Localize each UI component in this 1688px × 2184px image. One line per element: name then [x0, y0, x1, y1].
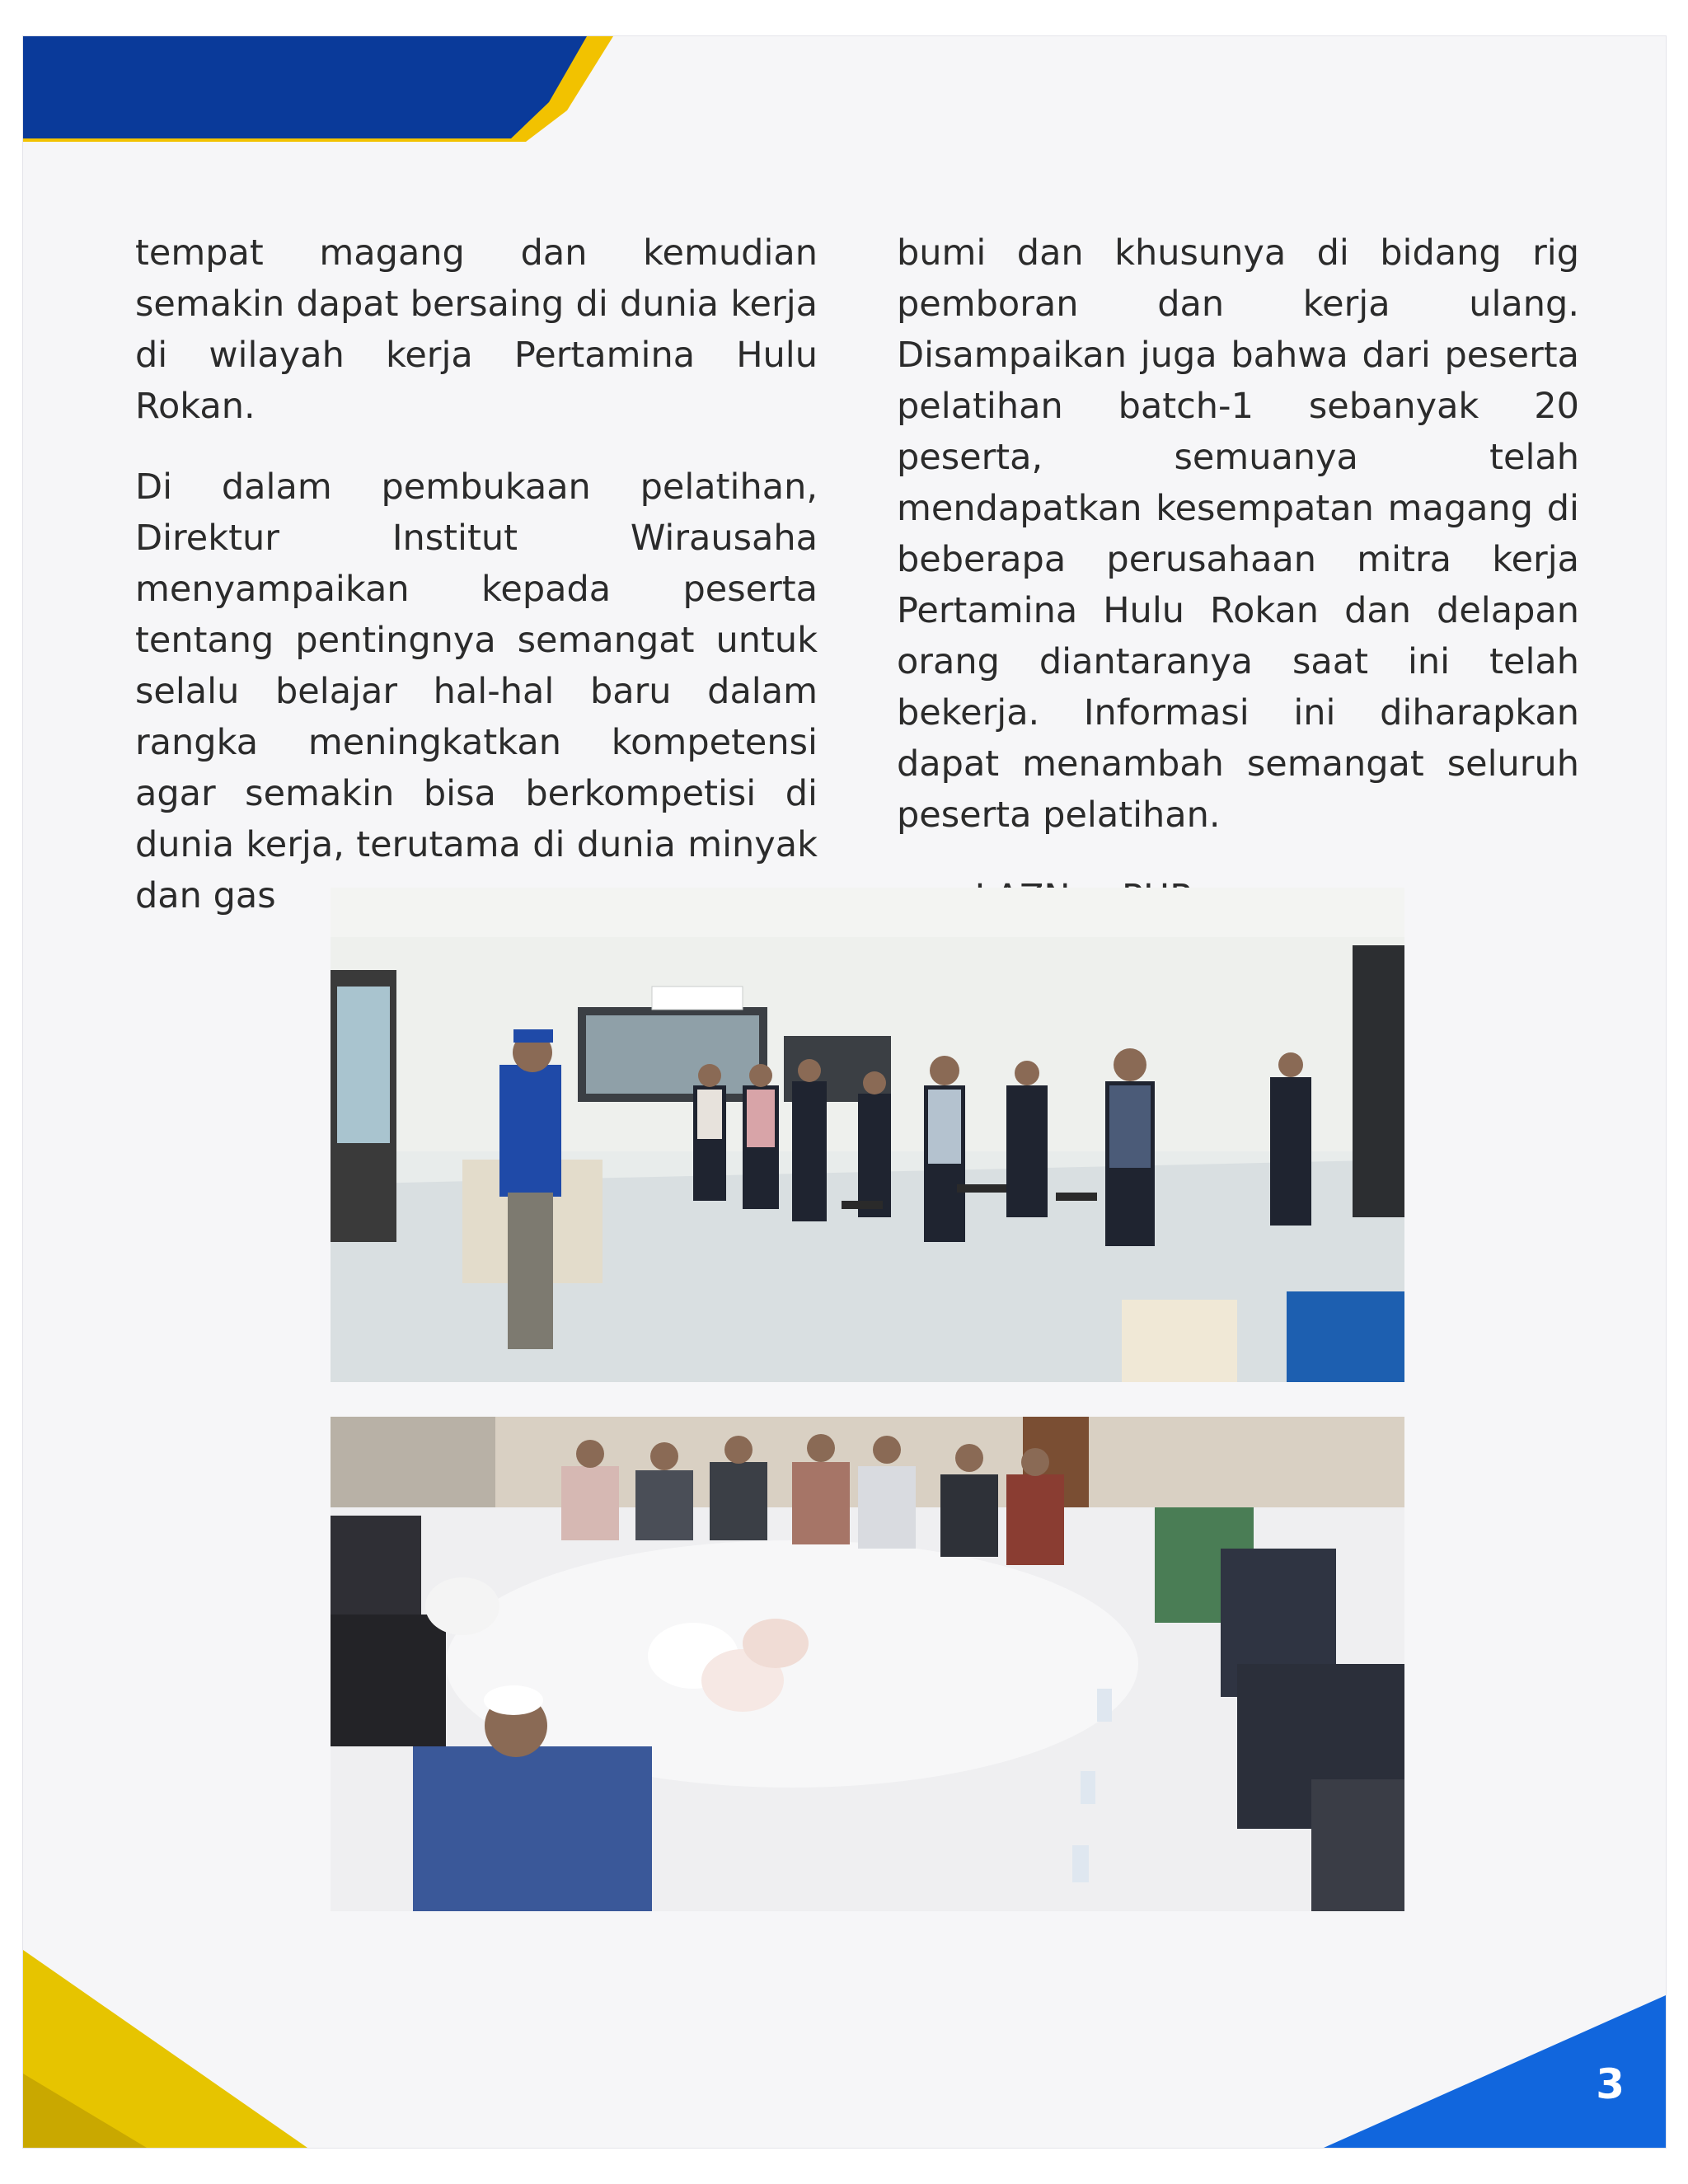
header-band	[23, 36, 617, 143]
paragraph: Di dalam pembukaan pelatihan, Direktur Institut Wirausaha menyampaikan kepada peserta tentang pentingnya semangat untuk selalu belajar hal-hal baru dalam rangka meningkatkan kompetensi agar semakin bisa berkompetisi di dunia kerja, terutama di dunia minyak dan gas	[135, 466, 818, 916]
training-photo-seated	[331, 1417, 1404, 1911]
paragraph: bumi dan khusunya di bidang rig pemboran dan kerja ulang. Disampaikan juga bahwa dari peserta pelatihan batch-1 sebanyak 20 peserta, semuanya telah mendapatkan kesempatan magang di beberapa perusahaan mitra kerja Pertamina Hulu Rokan dan delapan orang diantaranya saat ini telah bekerja. Informasi ini diharapkan dapat menambah semangat seluruh peserta pelatihan.	[897, 232, 1579, 836]
article-right-column	[897, 227, 1579, 923]
training-photo-standing	[331, 888, 1404, 1382]
page-number: 3	[1596, 2060, 1625, 2108]
page	[22, 35, 1667, 2149]
paragraph: tempat magang dan kemudian semakin dapat bersaing di dunia kerja di wilayah kerja Pertamina Hulu Rokan.	[135, 232, 818, 427]
footer-triangle-left	[23, 1950, 307, 2148]
article-left-column	[135, 227, 818, 951]
